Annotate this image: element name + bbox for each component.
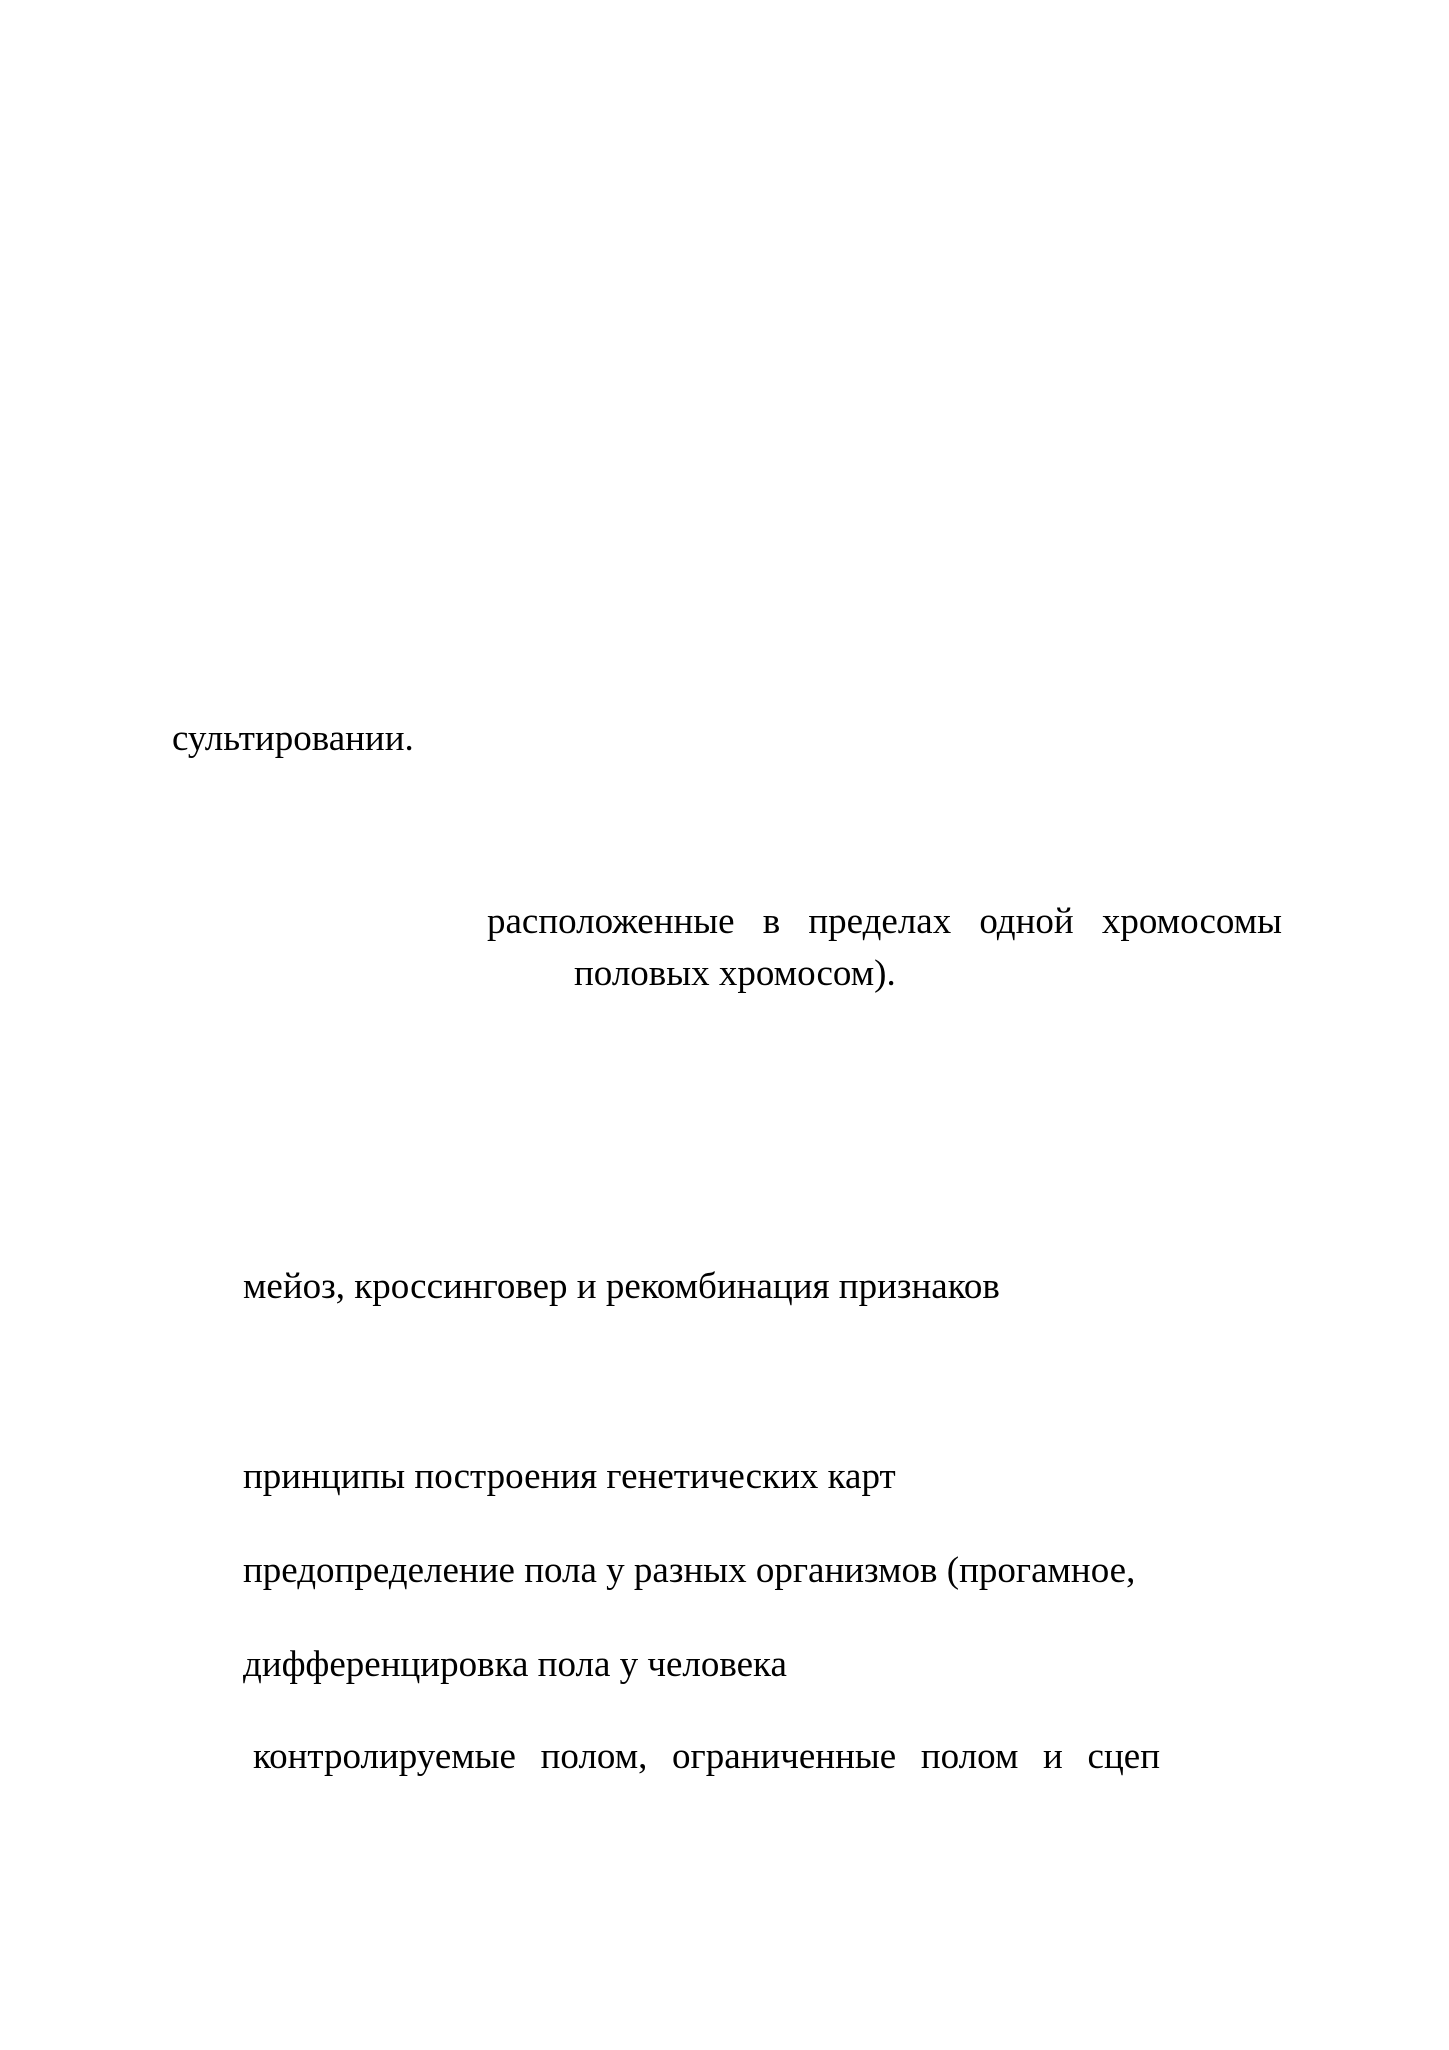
text-line-sex-controlled-traits: контролируемые полом, ограниченные полом и сцеп [253, 1736, 1160, 1777]
text-line-sex-differentiation: дифференцировка пола у человека [243, 1644, 787, 1685]
text-line-meiosis: мейоз, кроссинговер и рекомбинация признаков [243, 1266, 1000, 1307]
text-line-chromosome-location: расположенные в пределах одной хромосомы [487, 901, 1282, 942]
text-line-genetic-maps: принципы построения генетических карт [243, 1456, 896, 1497]
text-line-consulting: сультировании. [172, 718, 414, 759]
text-line-sex-chromosomes: половых хромосом). [574, 953, 896, 994]
text-line-sex-determination: предопределение пола у разных организмов (прогамное, [243, 1550, 1136, 1591]
